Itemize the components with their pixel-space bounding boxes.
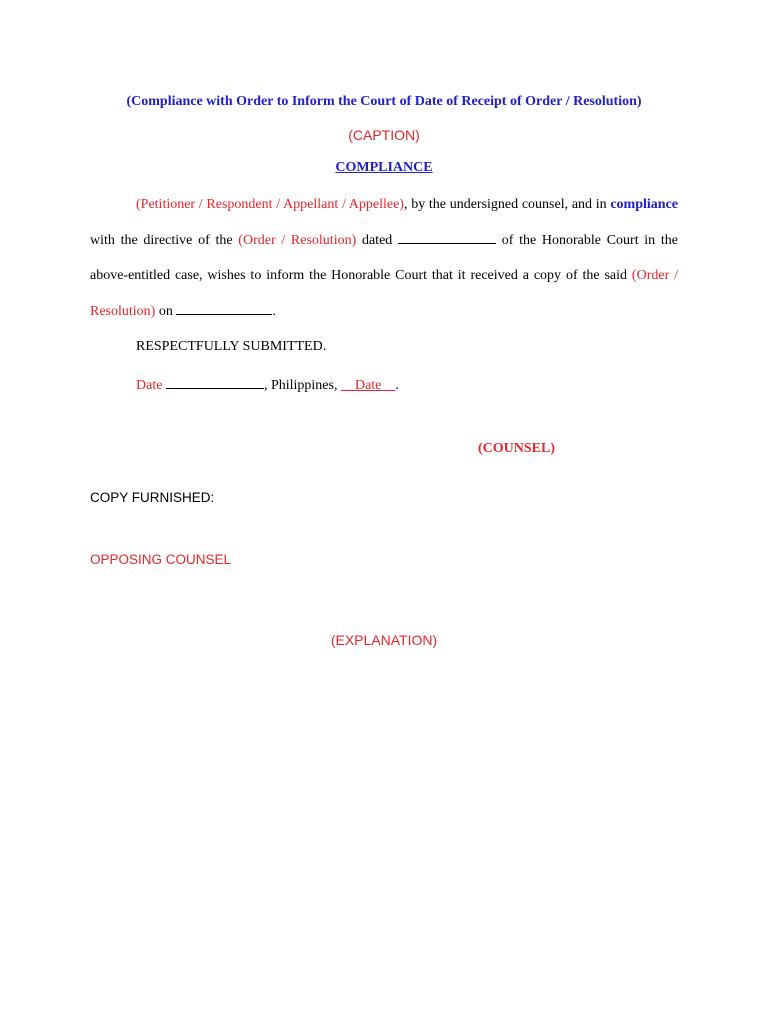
received-on-blank	[176, 300, 272, 315]
date-line	[136, 374, 399, 394]
party-placeholder: (Petitioner / Respondent / Appellant / Appellee)	[136, 197, 404, 212]
place-blank	[166, 374, 264, 389]
document-title: (Compliance with Order to Inform the Court of Date of Receipt of Order / Resolution)	[126, 94, 642, 109]
body-text-1: , by the undersigned counsel, and in	[403, 197, 611, 212]
body-text-4: of the Honorable Court in the above-entitled case, wishes to inform the Honorable Court that it received a copy of the said	[90, 232, 679, 283]
caption-placeholder: (CAPTION)	[348, 127, 420, 143]
philippines-text: , Philippines,	[263, 378, 341, 393]
date-underscore-suffix: __	[381, 378, 396, 393]
respectfully-submitted: RESPECTFULLY SUBMITTED.	[136, 339, 327, 354]
opposing-counsel: OPPOSING COUNSEL	[90, 552, 232, 567]
compliance-word: compliance	[610, 197, 678, 212]
body-text-6: .	[272, 303, 276, 319]
date-value: Date	[354, 378, 382, 393]
dated-blank	[398, 229, 496, 244]
body-paragraph	[90, 187, 678, 329]
compliance-heading: COMPLIANCE	[335, 160, 433, 175]
order-placeholder-2: (Order / Resolution)	[90, 268, 679, 319]
counsel-signature: (COUNSEL)	[478, 441, 556, 456]
explanation-placeholder: (EXPLANATION)	[330, 632, 438, 648]
date-label: Date	[136, 378, 163, 393]
body-text-3: dated	[356, 232, 398, 248]
date-end-punct: .	[395, 378, 399, 393]
body-text-5: on	[155, 303, 177, 319]
date-underscore-prefix: __	[340, 378, 355, 393]
order-placeholder-1: (Order / Resolution)	[238, 232, 357, 248]
copy-furnished-label: COPY FURNISHED:	[90, 490, 215, 505]
body-text-2: with the directive of the	[90, 232, 239, 248]
